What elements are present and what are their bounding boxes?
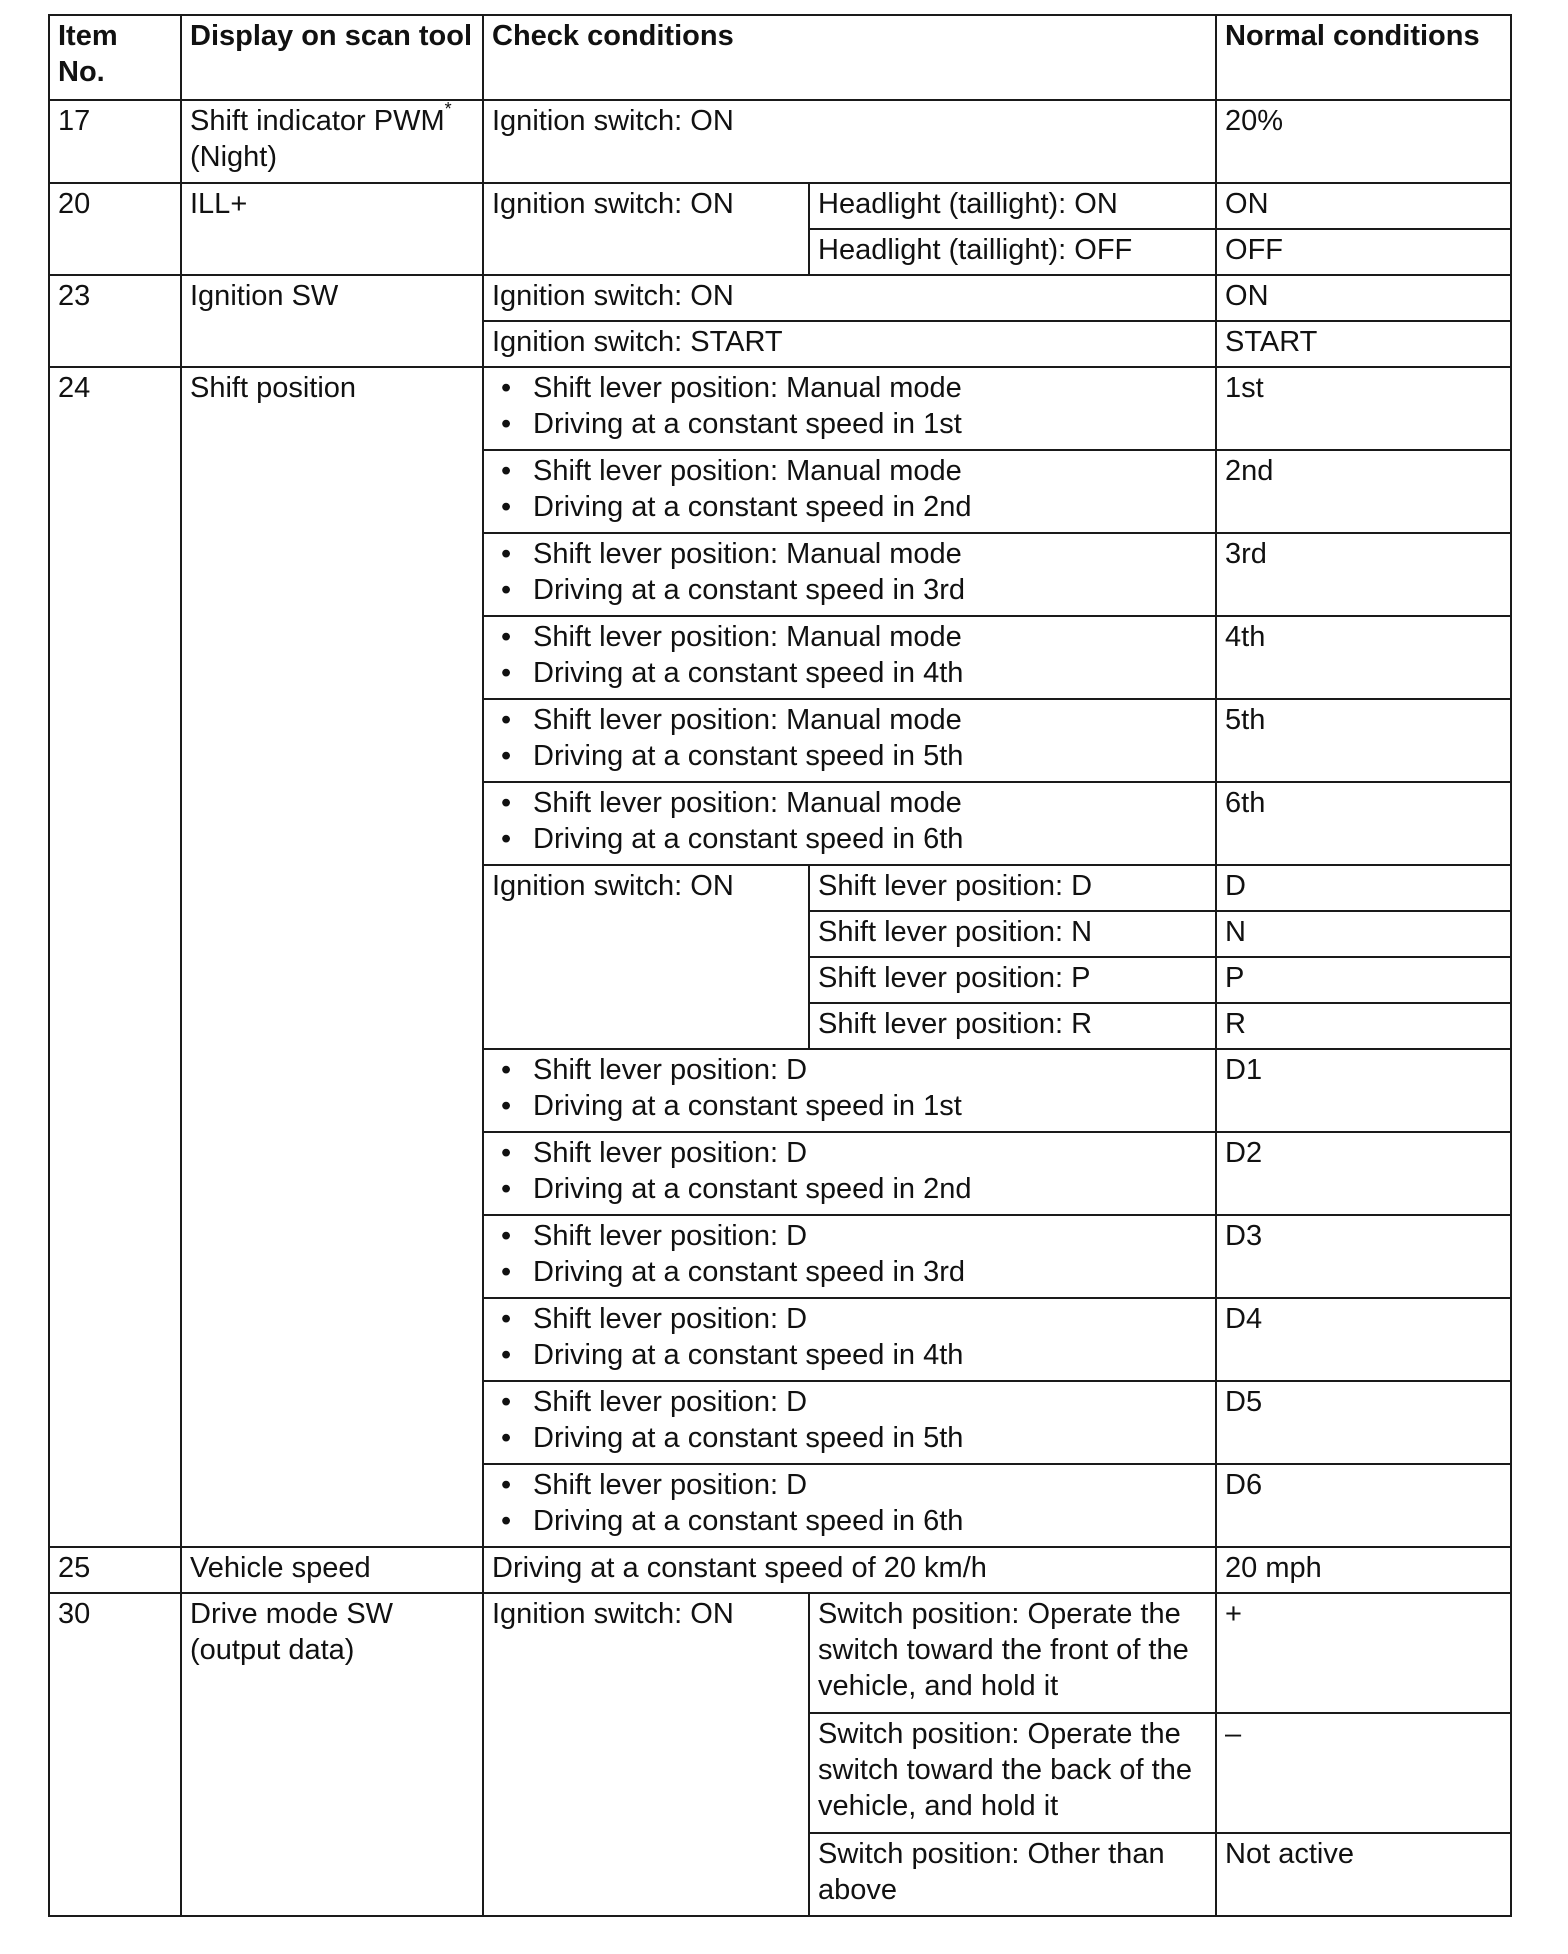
display-name: Shift position xyxy=(181,367,483,1547)
bullet-item: • Driving at a constant speed in 1st xyxy=(492,406,1207,442)
normal-condition: ON xyxy=(1216,183,1511,229)
item-no: 25 xyxy=(49,1547,181,1593)
normal-condition: Not active xyxy=(1216,1833,1511,1916)
bullet-item: • Shift lever position: Manual mode xyxy=(492,702,1207,738)
table-row xyxy=(49,1547,1511,1593)
bullet-item: • Shift lever position: Manual mode xyxy=(492,453,1207,489)
bullet-item: • Shift lever position: D xyxy=(492,1052,1207,1088)
bullet-item: • Shift lever position: D xyxy=(492,1384,1207,1420)
check-condition xyxy=(483,1298,1216,1381)
normal-condition: N xyxy=(1216,911,1511,957)
normal-condition: D2 xyxy=(1216,1132,1511,1215)
bullet-item: • Driving at a constant speed in 2nd xyxy=(492,489,1207,525)
normal-condition: D4 xyxy=(1216,1298,1511,1381)
header-check-conditions: Check conditions xyxy=(483,15,1216,100)
normal-condition: 20 mph xyxy=(1216,1547,1511,1593)
header-normal-conditions: Normal conditions xyxy=(1216,15,1511,100)
check-condition: Ignition switch: ON xyxy=(483,100,1216,183)
sub-condition: Switch position: Operate the switch toward the front of the vehicle, and hold it xyxy=(809,1593,1216,1713)
sub-condition: Headlight (taillight): ON xyxy=(809,183,1216,229)
bullet-item: • Driving at a constant speed in 3rd xyxy=(492,572,1207,608)
normal-condition: D1 xyxy=(1216,1049,1511,1132)
check-condition xyxy=(483,367,1216,450)
bullet-item: • Shift lever position: D xyxy=(492,1301,1207,1337)
normal-condition: P xyxy=(1216,957,1511,1003)
normal-condition: 20% xyxy=(1216,100,1511,183)
normal-condition: + xyxy=(1216,1593,1511,1713)
sub-condition: Shift lever position: R xyxy=(809,1003,1216,1049)
bullet-item: • Shift lever position: Manual mode xyxy=(492,536,1207,572)
normal-condition: D3 xyxy=(1216,1215,1511,1298)
check-condition xyxy=(483,533,1216,616)
check-condition xyxy=(483,1215,1216,1298)
display-name: Vehicle speed xyxy=(181,1547,483,1593)
bullet-item: • Shift lever position: D xyxy=(492,1467,1207,1503)
check-condition xyxy=(483,1132,1216,1215)
bullet-item: • Driving at a constant speed in 6th xyxy=(492,821,1207,857)
display-name: Drive mode SW (output data) xyxy=(181,1593,483,1916)
table-row xyxy=(49,275,1511,321)
check-condition: Ignition switch: ON xyxy=(483,1593,809,1916)
check-condition: Ignition switch: ON xyxy=(483,275,1216,321)
check-condition xyxy=(483,616,1216,699)
normal-condition: 3rd xyxy=(1216,533,1511,616)
display-name: Ignition SW xyxy=(181,275,483,367)
normal-condition: – xyxy=(1216,1713,1511,1833)
display-text-2: (Night) xyxy=(190,141,278,173)
bullet-item: • Shift lever position: Manual mode xyxy=(492,785,1207,821)
table-row xyxy=(49,1593,1511,1713)
item-no: 30 xyxy=(49,1593,181,1916)
sub-condition: Shift lever position: P xyxy=(809,957,1216,1003)
check-condition xyxy=(483,1049,1216,1132)
table-row xyxy=(49,100,1511,183)
check-condition: Driving at a constant speed of 20 km/h xyxy=(483,1547,1216,1593)
normal-condition: D5 xyxy=(1216,1381,1511,1464)
bullet-item: • Driving at a constant speed in 3rd xyxy=(492,1254,1207,1290)
bullet-item: • Driving at a constant speed in 1st xyxy=(492,1088,1207,1124)
check-condition xyxy=(483,1381,1216,1464)
table-row xyxy=(49,183,1511,229)
item-no: 17 xyxy=(49,100,181,183)
check-condition xyxy=(483,782,1216,865)
item-no: 20 xyxy=(49,183,181,275)
check-condition: Ignition switch: ON xyxy=(483,865,809,1049)
bullet-item: • Driving at a constant speed in 5th xyxy=(492,1420,1207,1456)
normal-condition: 6th xyxy=(1216,782,1511,865)
bullet-item: • Driving at a constant speed in 6th xyxy=(492,1503,1207,1539)
bullet-item: • Shift lever position: Manual mode xyxy=(492,370,1207,406)
check-condition xyxy=(483,450,1216,533)
normal-condition: 4th xyxy=(1216,616,1511,699)
normal-condition: 1st xyxy=(1216,367,1511,450)
normal-condition: D6 xyxy=(1216,1464,1511,1547)
normal-condition: 5th xyxy=(1216,699,1511,782)
normal-condition: R xyxy=(1216,1003,1511,1049)
normal-condition: D xyxy=(1216,865,1511,911)
item-no: 24 xyxy=(49,367,181,1547)
sub-condition: Shift lever position: N xyxy=(809,911,1216,957)
item-no: 23 xyxy=(49,275,181,367)
header-item-no: Item No. xyxy=(49,15,181,100)
normal-condition: 2nd xyxy=(1216,450,1511,533)
normal-condition: OFF xyxy=(1216,229,1511,275)
table-header-row xyxy=(49,15,1511,100)
sub-condition: Switch position: Other than above xyxy=(809,1833,1216,1916)
bullet-item: • Shift lever position: D xyxy=(492,1135,1207,1171)
bullet-item: • Driving at a constant speed in 4th xyxy=(492,1337,1207,1373)
display-name xyxy=(181,100,483,183)
table-row xyxy=(49,367,1511,450)
bullet-item: • Shift lever position: Manual mode xyxy=(492,619,1207,655)
check-condition xyxy=(483,699,1216,782)
check-condition xyxy=(483,1464,1216,1547)
sub-condition: Headlight (taillight): OFF xyxy=(809,229,1216,275)
check-condition: Ignition switch: START xyxy=(483,321,1216,367)
sub-condition: Shift lever position: D xyxy=(809,865,1216,911)
bullet-item: • Driving at a constant speed in 4th xyxy=(492,655,1207,691)
display-name: ILL+ xyxy=(181,183,483,275)
asterisk-mark: * xyxy=(444,100,452,120)
header-display: Display on scan tool xyxy=(181,15,483,100)
data-list-table xyxy=(48,14,1512,1917)
normal-condition: START xyxy=(1216,321,1511,367)
bullet-item: • Driving at a constant speed in 2nd xyxy=(492,1171,1207,1207)
display-text: Shift indicator PWM xyxy=(190,105,445,137)
check-condition: Ignition switch: ON xyxy=(483,183,809,275)
normal-condition: ON xyxy=(1216,275,1511,321)
bullet-item: • Driving at a constant speed in 5th xyxy=(492,738,1207,774)
sub-condition: Switch position: Operate the switch toward the back of the vehicle, and hold it xyxy=(809,1713,1216,1833)
bullet-item: • Shift lever position: D xyxy=(492,1218,1207,1254)
